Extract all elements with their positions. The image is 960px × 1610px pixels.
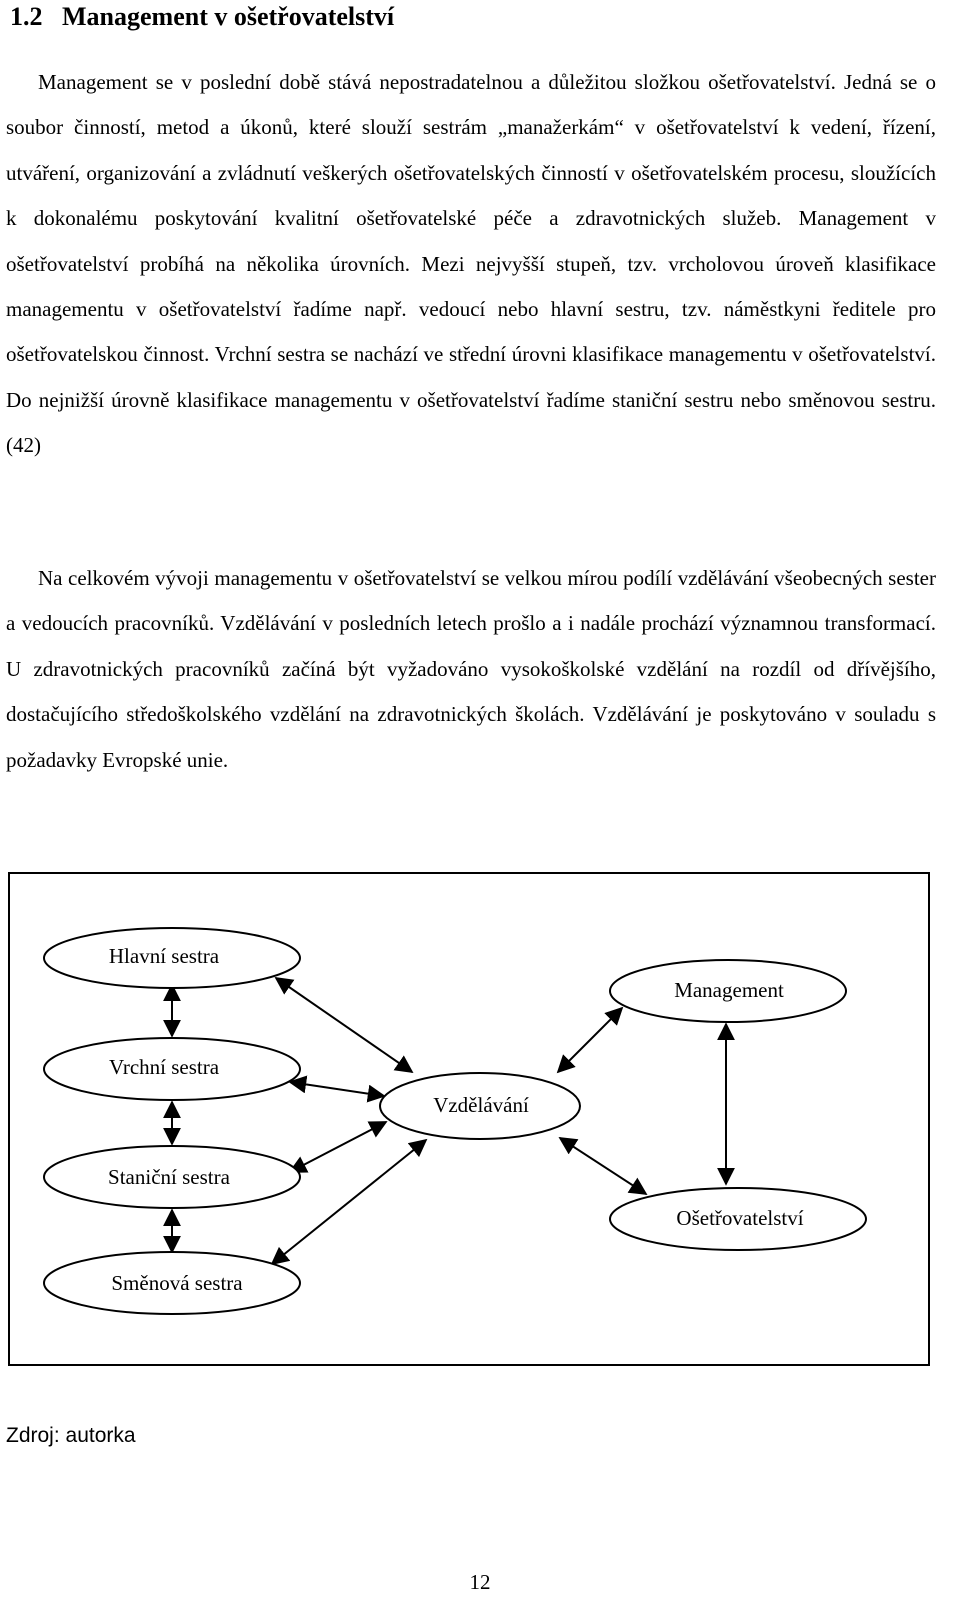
- node-osetrovatelstvi-label: Ošetřovatelství: [676, 1205, 804, 1230]
- section-title: Management v ošetřovatelství: [62, 2, 395, 31]
- arrow-smenova-vzdelavani: [272, 1140, 426, 1264]
- paragraph-1: Management se v poslední době stává nepostradatelnou a důležitou složkou ošetřovatelství. Jedná se o soubor činností, metod a úkonů, které slouží sestrám „manažerkám“ v ošetřovatelství k vedení, řízení, utváření, organizování a zvládnutí veškerých ošetřovatelských činností v ošetřovatelském procesu, sloužících k dokonalému poskytování kvalitní ošetřovatelské péče a zdravotnických služeb. Management v ošetřovatelství probíhá na několika úrovních. Mezi nejvyšší stupeň, tzv. vrcholovou úroveň klasifikace managementu v ošetřovatelství řadíme např. vedoucí nebo hlavní sestru, tzv. náměstkyni ředitele pro ošetřovatelskou činnost. Vrchní sestra se nachází ve střední úrovni klasifikace managementu v ošetřovatelství. Do nejnižší úrovně klasifikace managementu v ošetřovatelství řadíme staniční sestru nebo směnovou sestru. (42): [6, 70, 936, 458]
- paragraph-2: Na celkovém vývoji managementu v ošetřovatelství se velkou mírou podílí vzdělávání všeobecných sester a vedoucích pracovníků. Vzdělávání v posledních letech prošlo a i nadále prochází významnou transformací. U zdravotnických pracovníků začíná být vyžadováno vysokoškolské vzdělání na rozdíl od dřívějšího, dostačujícího středoškolského vzdělání na zdravotnických školách. Vzdělávání je poskytováno v souladu s požadavky Evropské unie.: [6, 566, 936, 772]
- node-stanicni-sestra-label: Staniční sestra: [108, 1164, 230, 1189]
- node-vzdelavani-label: Vzdělávání: [433, 1092, 529, 1117]
- node-vrchni-sestra-label: Vrchní sestra: [108, 1054, 220, 1079]
- arrow-vzdelavani-osetrovatelstvi: [560, 1138, 646, 1194]
- node-smenova-sestra-label: Směnová sestra: [111, 1270, 243, 1295]
- arrow-management-vzdelavani: [558, 1008, 622, 1072]
- arrow-stanicni-vzdelavani: [290, 1122, 386, 1172]
- section-number: 1.2: [10, 2, 43, 31]
- arrow-vrchni-vzdelavani: [290, 1082, 384, 1096]
- node-hlavni-sestra-label: Hlavní sestra: [108, 943, 220, 968]
- arrow-hlavni-vzdelavani: [276, 978, 412, 1072]
- node-management-label: Management: [674, 977, 784, 1002]
- figure-source: Zdroj: autorka: [6, 1424, 136, 1447]
- page-number: 12: [469, 1570, 491, 1594]
